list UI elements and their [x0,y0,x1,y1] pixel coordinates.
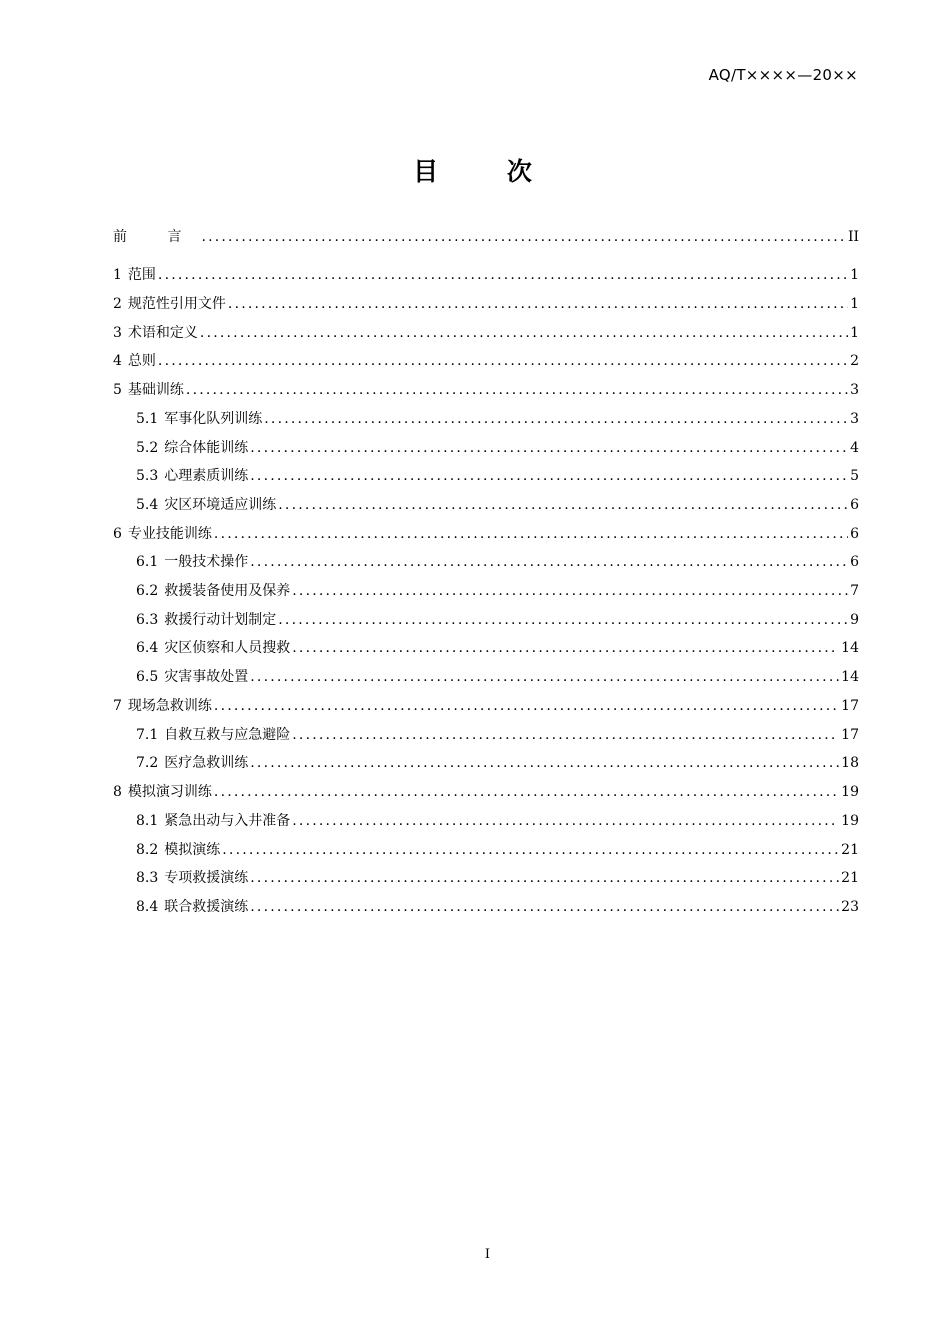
toc-entry-page: 6 [850,526,859,542]
toc-entry-label [113,523,212,545]
toc-entry-label [113,264,156,286]
toc-entry-label [136,551,248,573]
toc-entry-number: 5.1 [136,411,159,427]
toc-entry-label [113,350,156,372]
toc-entry-label [136,810,290,832]
toc-entry-text: 专项救援演练 [164,870,249,886]
toc-entry-text: 模拟演习训练 [127,784,212,800]
toc-dot-leader [158,350,848,372]
toc-dot-leader [158,264,848,286]
toc-entry[interactable] [113,379,859,401]
toc-entry[interactable] [113,523,859,545]
toc-entry[interactable] [136,609,859,631]
toc-entry-page: 17 [841,698,859,714]
toc-entry-text: 专业技能训练 [127,526,212,542]
toc-entry-number: 6.4 [136,640,159,656]
toc-entry-page: 1 [850,267,859,283]
toc-dot-leader [292,724,839,746]
toc-entry-text: 综合体能训练 [164,440,249,456]
toc-entry[interactable] [113,226,859,248]
toc-entry-page: 3 [850,382,859,398]
toc-entry-label [136,637,290,659]
toc-entry-page: 21 [841,870,859,886]
toc-entry-label [113,781,212,803]
toc-entry-label [136,896,248,918]
toc-dot-leader [264,408,848,430]
toc-entry-text: 救援装备使用及保养 [164,583,291,599]
toc-entry-label [113,695,212,717]
toc-entry-page: 1 [850,325,859,341]
toc-dot-leader [250,465,848,487]
toc-dot-leader [214,781,839,803]
toc-dot-leader [214,523,848,545]
toc-entry[interactable] [136,896,859,918]
toc-entry-page: 17 [841,727,859,743]
toc-entry-number: 7.2 [136,755,159,771]
toc-entry[interactable] [136,839,859,861]
toc-entry-page: 14 [841,640,859,656]
toc-entry-text: 医疗急救训练 [164,755,249,771]
toc-dot-leader [200,322,848,344]
toc-entry-text: 前 言 [113,229,200,245]
toc-entry-text: 一般技术操作 [164,554,249,570]
toc-entry-page: 14 [841,669,859,685]
toc-entry-text: 救援行动计划制定 [164,612,277,628]
toc-entry-label [136,752,248,774]
toc-entry-text: 模拟演练 [164,842,221,858]
toc-entry-page: II [847,229,859,245]
toc-dot-leader [278,494,848,516]
toc-entry-number: 5.4 [136,497,159,513]
toc-entry-label [136,867,248,889]
toc-entry-text: 自救互救与应急避险 [164,727,291,743]
toc-entry[interactable] [136,752,859,774]
toc-entry-number: 8 [113,784,122,800]
toc-entry-label [136,580,290,602]
toc-entry[interactable] [136,724,859,746]
toc-dot-leader [222,839,839,861]
toc-entry[interactable] [113,322,859,344]
toc-entry-text: 规范性引用文件 [127,296,226,312]
document-code: AQ/T××××—20×× [708,66,858,84]
toc-dot-leader [250,896,839,918]
toc-entry[interactable] [136,551,859,573]
toc-entry-text: 基础训练 [127,382,184,398]
toc-entry[interactable] [113,695,859,717]
toc-entry-number: 7.1 [136,727,159,743]
toc-entry-text: 灾害事故处置 [164,669,249,685]
toc-entry-number: 5.3 [136,468,159,484]
toc-entry-text: 范围 [127,267,156,283]
toc-entry-number: 6.5 [136,669,159,685]
toc-entry-page: 1 [850,296,859,312]
toc-entry[interactable] [113,264,859,286]
toc-entry-page: 6 [850,497,859,513]
toc-entry-page: 9 [850,612,859,628]
toc-entry-text: 现场急救训练 [127,698,212,714]
toc-entry-number: 4 [113,353,122,369]
toc-entry-number: 5 [113,382,122,398]
page-number: I [484,1247,491,1262]
toc-entry-label [136,609,276,631]
toc-dot-leader [214,695,839,717]
toc-dot-leader [250,551,848,573]
toc-entry-label [113,322,198,344]
toc-entry-page: 3 [850,411,859,427]
toc-entry-text: 灾区环境适应训练 [164,497,277,513]
toc-entry-label [136,839,220,861]
toc-entry-page: 21 [841,842,859,858]
toc-entry-number: 8.3 [136,870,159,886]
toc-entry-page: 7 [850,583,859,599]
toc-dot-leader [250,867,839,889]
toc-dot-leader [292,580,848,602]
toc-entry-label [136,408,262,430]
toc-entry-label [113,226,199,248]
toc-entry[interactable] [113,350,859,372]
toc-entry[interactable] [136,580,859,602]
toc-entry-label [136,666,248,688]
toc-entry-number: 8.2 [136,842,159,858]
toc-entry-label [113,293,226,315]
toc-dot-leader [250,437,848,459]
toc-entry-number: 8.4 [136,899,159,915]
toc-entry-page: 2 [850,353,859,369]
toc-entry[interactable] [113,781,859,803]
toc-entry[interactable] [136,867,859,889]
toc-entry-number: 1 [113,267,122,283]
toc-entry-label [136,494,276,516]
toc-entry-page: 18 [841,755,859,771]
toc-entry[interactable] [113,293,859,315]
toc-dot-leader [186,379,848,401]
toc-entry[interactable] [136,494,859,516]
toc-entry-number: 6.2 [136,583,159,599]
toc-entry-number: 8.1 [136,813,159,829]
toc-entry-label [113,379,184,401]
toc-entry-text: 紧急出动与入井准备 [164,813,291,829]
toc-entry[interactable] [136,637,859,659]
toc-dot-leader [250,752,839,774]
toc-entry-text: 灾区侦察和人员搜救 [164,640,291,656]
toc-entry-text: 联合救援演练 [164,899,249,915]
toc-entry-page: 23 [841,899,859,915]
toc-entry[interactable] [136,408,859,430]
toc-entry-label [136,465,248,487]
toc-entry-text: 总则 [127,353,156,369]
toc-entry-number: 5.2 [136,440,159,456]
toc-entry[interactable] [136,437,859,459]
toc-entry-number: 3 [113,325,122,341]
toc-dot-leader [278,609,848,631]
toc-dot-leader [292,810,839,832]
toc-entry[interactable] [136,666,859,688]
toc-entry-page: 5 [850,468,859,484]
toc-entry-number: 6.3 [136,612,159,628]
toc-entry-label [136,724,290,746]
toc-entry-number: 6 [113,526,122,542]
toc-entry[interactable] [136,810,859,832]
toc-entry-page: 19 [841,784,859,800]
toc-entry-text: 军事化队列训练 [164,411,263,427]
toc-dot-leader [250,666,839,688]
toc-entry-text: 术语和定义 [127,325,198,341]
toc-entry-number: 6.1 [136,554,159,570]
toc-entry-page: 19 [841,813,859,829]
toc-dot-leader [292,637,839,659]
toc-entry[interactable] [136,465,859,487]
toc-entry-number: 7 [113,698,122,714]
toc-title: 目 次 [413,157,562,186]
toc-entry-number: 2 [113,296,122,312]
toc-entry-label [136,437,248,459]
toc-entry-text: 心理素质训练 [164,468,249,484]
toc-dot-leader [228,293,848,315]
toc-entry-page: 6 [850,554,859,570]
toc-dot-leader [201,226,845,248]
toc-entry-page: 4 [850,440,859,456]
